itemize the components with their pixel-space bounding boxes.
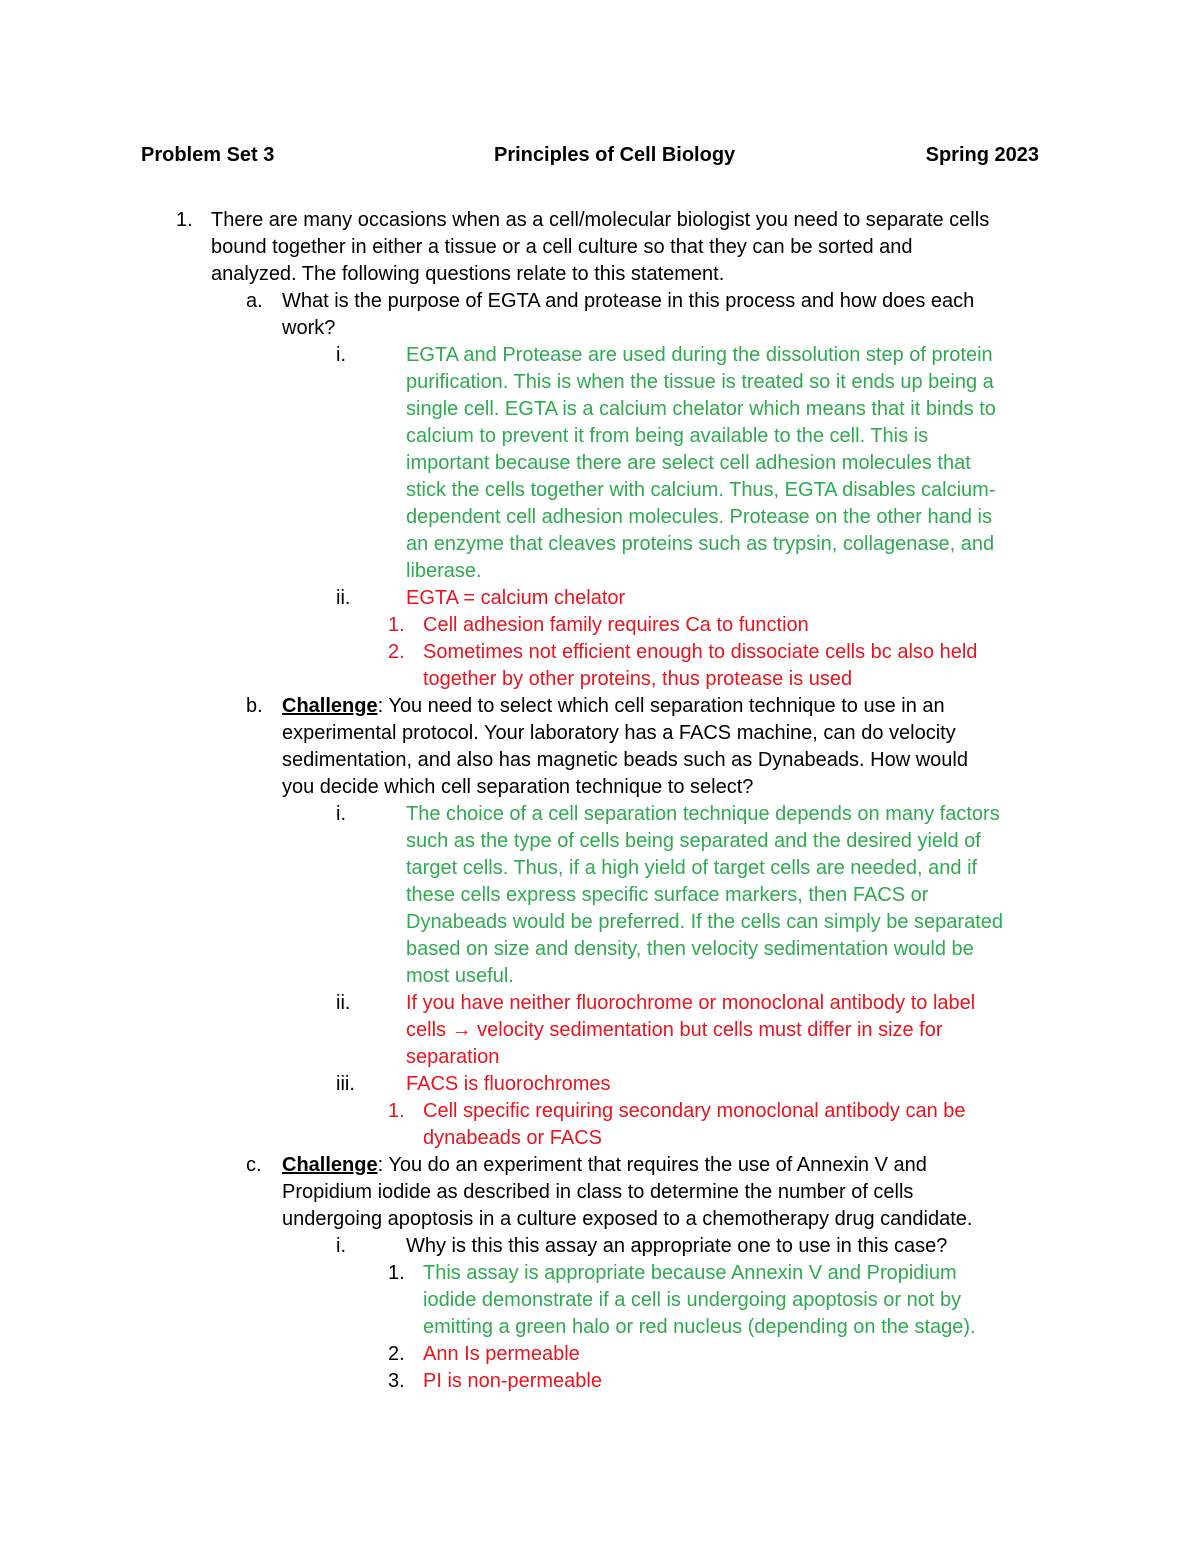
document-header (141, 141, 1039, 169)
note-text: cells (406, 1019, 452, 1041)
part-b-question-line: sedimentation, and also has magnetic beads such as Dynabeads. How would (282, 749, 968, 771)
part-a-i-label: i. (336, 344, 346, 366)
answer-line: based on size and density, then velocity sedimentation would be (406, 938, 974, 960)
answer-line: iodide demonstrate if a cell is undergoing apoptosis or not by (423, 1289, 962, 1311)
note-sub-number: 1. (388, 614, 405, 636)
note-text: velocity sedimentation but cells must differ in size for (471, 1019, 943, 1041)
note-line: EGTA = calcium chelator (406, 587, 626, 609)
header-problem-set: Problem Set 3 (141, 144, 275, 166)
note-line: separation (406, 1046, 500, 1068)
answer-line: EGTA and Protease are used during the dissolution step of protein (406, 344, 993, 366)
part-b-question-line: experimental protocol. Your laboratory has a FACS machine, can do velocity (282, 722, 956, 744)
part-b-question-line: you decide which cell separation technique to select? (282, 776, 754, 798)
answer-line: such as the type of cells being separated and the desired yield of (406, 830, 981, 852)
note-sub-number: 2. (388, 641, 405, 663)
note-sub-number: 1. (388, 1100, 405, 1122)
answer-line: The choice of a cell separation technique depends on many factors (406, 803, 1000, 825)
answer-line: important because there are select cell adhesion molecules that (406, 452, 971, 474)
part-c-label: c. (246, 1154, 262, 1176)
sub-number: 2. (388, 1343, 405, 1365)
answer-line: single cell. EGTA is a calcium chelator which means that it binds to (406, 398, 996, 420)
part-a-question-line: What is the purpose of EGTA and protease in this process and how does each (282, 290, 975, 312)
part-c-question-line: Propidium iodide as described in class to determine the number of cells (282, 1181, 914, 1203)
challenge-label: Challenge (282, 695, 378, 717)
note-line: Cell specific requiring secondary monoclonal antibody can be (423, 1100, 966, 1122)
part-b-label: b. (246, 695, 263, 717)
header-course-title: Principles of Cell Biology (494, 144, 736, 166)
question-1-line: analyzed. The following questions relate to this statement. (211, 263, 725, 285)
answer-line: target cells. Thus, if a high yield of target cells are needed, and if (406, 857, 978, 879)
part-b-iii-label: iii. (336, 1073, 355, 1095)
answer-line: liberase. (406, 560, 482, 582)
part-c-i-label: i. (336, 1235, 346, 1257)
note-line: Cell adhesion family requires Ca to function (423, 614, 809, 636)
part-b-question-line (282, 693, 945, 720)
right-arrow-icon: → (451, 1019, 472, 1041)
header-semester: Spring 2023 (925, 144, 1039, 166)
question-1-line: bound together in either a tissue or a cell culture so that they can be sorted and (211, 236, 913, 258)
part-c-i-question: Why is this this assay an appropriate one to use in this case? (406, 1235, 948, 1257)
answer-line: calcium to prevent it from being available to the cell. This is (406, 425, 929, 447)
note-line: Sometimes not efficient enough to dissociate cells bc also held (423, 641, 978, 663)
answer-line: emitting a green halo or red nucleus (depending on the stage). (423, 1316, 976, 1338)
part-b-question-text: : You need to select which cell separation technique to use in an (377, 695, 945, 717)
note-line: PI is non-permeable (423, 1370, 602, 1392)
part-c-question-text: : You do an experiment that requires the use of Annexin V and (377, 1154, 927, 1176)
note-line: FACS is fluorochromes (406, 1073, 611, 1095)
answer-line: purification. This is when the tissue is treated so it ends up being a (406, 371, 994, 393)
question-1-number: 1. (176, 209, 193, 231)
note-line: together by other proteins, thus protease is used (423, 668, 853, 690)
challenge-label: Challenge (282, 1154, 378, 1176)
answer-line: dependent cell adhesion molecules. Protease on the other hand is (406, 506, 992, 528)
answer-line: an enzyme that cleaves proteins such as trypsin, collagenase, and (406, 533, 995, 555)
answer-line: Dynabeads would be preferred. If the cells can simply be separated (406, 911, 1004, 933)
note-line (406, 1017, 943, 1044)
part-b-i-label: i. (336, 803, 346, 825)
note-line: Ann Is permeable (423, 1343, 580, 1365)
answer-line: most useful. (406, 965, 514, 987)
answer-line: these cells express specific surface markers, then FACS or (406, 884, 929, 906)
sub-number: 3. (388, 1370, 405, 1392)
question-1-line: There are many occasions when as a cell/molecular biologist you need to separate cells (211, 209, 990, 231)
part-a-question-line: work? (282, 317, 336, 339)
answer-line: This assay is appropriate because Annexin V and Propidium (423, 1262, 957, 1284)
part-c-question-line: undergoing apoptosis in a culture exposed to a chemotherapy drug candidate. (282, 1208, 973, 1230)
part-b-ii-label: ii. (336, 992, 351, 1014)
note-line: If you have neither fluorochrome or monoclonal antibody to label (406, 992, 976, 1014)
sub-number: 1. (388, 1262, 405, 1284)
answer-line: stick the cells together with calcium. Thus, EGTA disables calcium- (406, 479, 996, 501)
part-c-question-line (282, 1152, 927, 1179)
part-a-label: a. (246, 290, 263, 312)
note-line: dynabeads or FACS (423, 1127, 602, 1149)
part-a-ii-label: ii. (336, 587, 351, 609)
